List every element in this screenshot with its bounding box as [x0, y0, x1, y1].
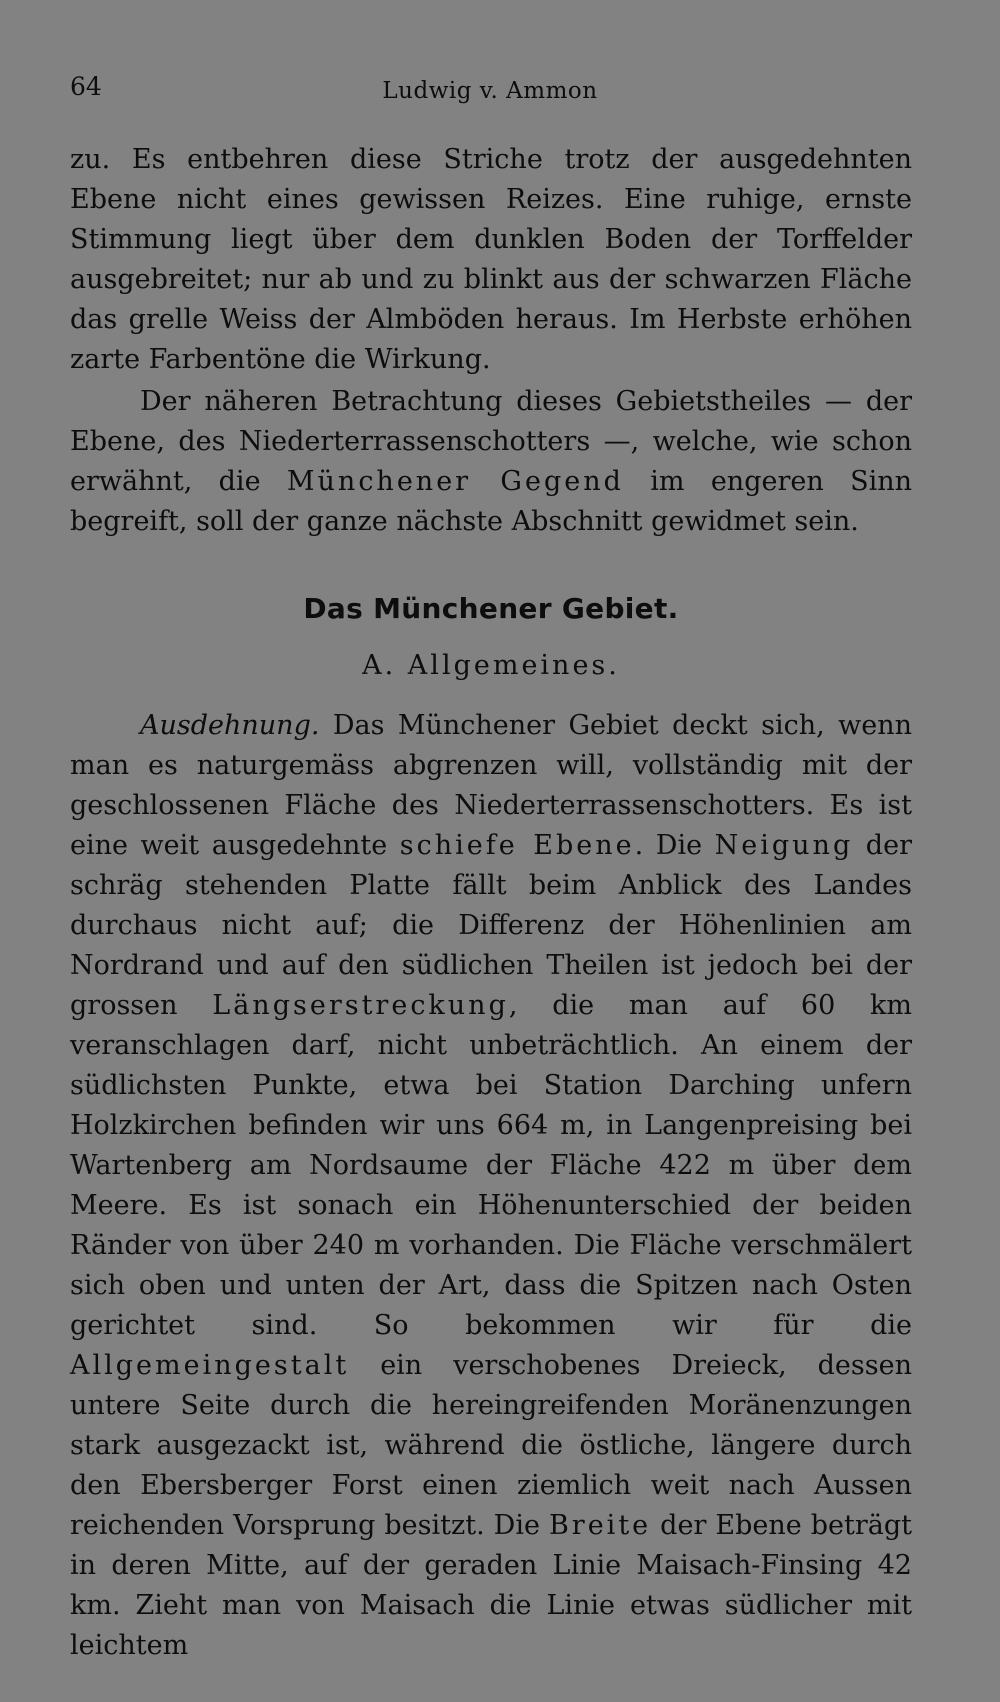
paragraph-3-spaced-1: schiefe Ebene	[399, 830, 635, 861]
paragraph-3-segment-5: ein verschobenes Dreieck, dessen untere Seite durch die hereingreifenden Moränenzungen stark ausgezackt ist, während die östliche, längere durch den Ebersberger Forst einen ziemlich weit nach Aussen reichenden Vorsprung besitzt. Die	[70, 1350, 912, 1541]
paragraph-2-spaced-term: Münchener Gegend	[286, 466, 624, 497]
paragraph-3-segment-1: Das Münchener Gebiet deckt sich, wenn man es naturgemäss abgrenzen will, vollständig mit der geschlossenen Fläche des Niederterrassenschotters. Es ist eine weit ausgedehnte	[70, 710, 912, 861]
paragraph-3-segment-4: , die man auf 60 km veranschlagen darf, nicht unbeträchtlich. An einem der südlichsten Punkte, etwa bei Station Darching unfern Holzkirchen befinden wir uns 664 m, in Langenpreising bei Wartenberg am Nordsaume der Fläche 422 m über dem Meere. Es ist sonach ein Höhenunterschied der beiden Ränder von über 240 m vorhanden. Die Fläche verschmälert sich oben und unten der Art, dass die Spitzen nach Osten gerichtet sind. So bekommen wir für die	[70, 990, 912, 1341]
page-header	[70, 72, 910, 112]
paragraph-3-spaced-2: Neigung	[714, 830, 854, 861]
paragraph-3-lead: Ausdehnung.	[140, 710, 320, 741]
paragraph-3-segment-2: . Die	[634, 830, 715, 861]
paragraph-3-spaced-5: Breite	[548, 1510, 652, 1541]
running-head: Ludwig v. Ammon	[382, 78, 598, 104]
paragraph-1-text: zu. Es entbehren diese Striche trotz der ausgedehnten Ebene nicht eines gewissen Reizes. Eine ruhige, ernste Stimmung liegt über dem dunklen Boden der Torffelder ausgebreitet; nur ab und zu blinkt aus der schwarzen Fläche das grelle Weiss der Almböden heraus. Im Herbste erhöhen zarte Farbentöne die Wirkung.	[70, 144, 912, 375]
paragraph-3-text	[70, 706, 912, 1666]
paragraph-2-text	[70, 382, 912, 542]
paragraph-3	[70, 706, 912, 1666]
paragraph-3-segment-6: der Ebene beträgt in deren Mitte, auf der geraden Linie Maisach-Finsing 42 km. Zieht man von Maisach die Linie etwas südlicher mit leichtem	[70, 1510, 912, 1661]
paragraph-2	[70, 382, 912, 542]
paragraph-2-part-2: im engeren Sinn begreift, soll der ganze nächste Abschnitt gewidmet sein.	[70, 466, 912, 537]
paragraph-3-spaced-4: Allgemeingestalt	[70, 1350, 350, 1381]
paragraph-2-part-1: Der näheren Betrachtung dieses Gebietstheiles — der Ebene, des Niederterrassenschotters —, welche, wie schon erwähnt, die	[70, 386, 912, 497]
paragraph-1	[70, 140, 912, 380]
paragraph-3-spaced-3: Längserstreckung	[212, 990, 509, 1021]
page-number: 64	[70, 72, 102, 101]
subsection-title: A. Allgemeines.	[362, 650, 620, 681]
paragraph-3-segment-3: der schräg stehenden Platte fällt beim Anblick des Landes durchaus nicht auf; die Differenz der Höhenlinien am Nordrand und auf den südlichen Theilen ist jedoch bei der grossen	[70, 830, 912, 1021]
section-title: Das Münchener Gebiet.	[303, 592, 679, 625]
